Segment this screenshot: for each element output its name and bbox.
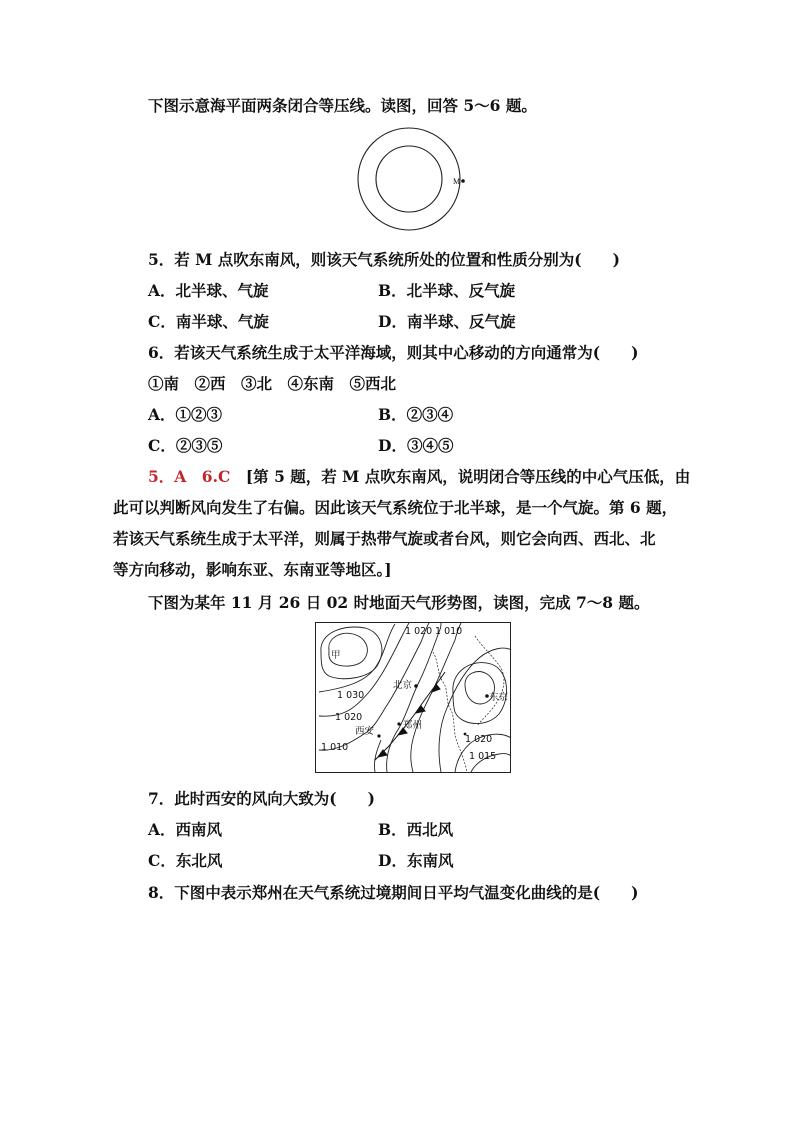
dot-beijing: [414, 684, 418, 688]
label-xian: 西安: [355, 726, 375, 737]
q5-option-b: B．北半球、反气旋: [378, 281, 516, 300]
outer-isobar: [358, 128, 460, 230]
point-m: [461, 179, 465, 183]
q7-option-d: D．东南风: [378, 851, 454, 870]
label-1020-top: 1 020: [405, 626, 433, 637]
q5-option-a: A．北半球、气旋: [148, 281, 269, 300]
label-jia: 甲: [331, 650, 341, 661]
q8-stem: 8．下图中表示郑州在天气系统过境期间日平均气温变化曲线的是( ): [148, 883, 639, 902]
q6-option-b: B．②③④: [378, 405, 454, 424]
label-beijing: 北京: [393, 680, 413, 691]
answer-56-line-1: [148, 467, 690, 487]
label-1015: 1 015: [469, 751, 497, 762]
label-1020-east: 1 020: [465, 734, 493, 745]
q7-stem: 7．此时西安的风向大致为( ): [148, 789, 375, 808]
q5-option-c: C．南半球、气旋: [148, 312, 269, 331]
answer-56-text-1: [第 5 题，若 M 点吹东南风，说明闭合等压线的中心气压低，由: [230, 467, 691, 486]
dot-xian: [377, 734, 380, 737]
label-1020-west: 1 020: [335, 712, 363, 723]
intro-text-1: 下图示意海平面两条闭合等压线。读图，回答 5～6 题。: [148, 96, 537, 115]
inner-isobar: [376, 146, 442, 212]
label-1030: 1 030: [337, 690, 365, 701]
q7-option-c: C．东北风: [148, 851, 223, 870]
weather-map: [315, 622, 512, 774]
q6-option-a: A．①②③: [148, 405, 223, 424]
intro-text-2: 下图为某年 11 月 26 日 02 时地面天气形势图，读图，完成 7～8 题。: [148, 593, 650, 612]
label-zhengzhou: 郑州: [403, 720, 423, 731]
answer-56-line-2: 此可以判断风向发生了右偏。因此该天气系统位于北半球，是一个气旋。第 6 题，: [113, 498, 678, 517]
label-dongjing: 东京: [489, 692, 509, 703]
isobar-figure: [355, 127, 473, 231]
answer-56-line-4: 等方向移动，影响东亚、东南亚等地区。]: [113, 560, 392, 579]
dot-zhengzhou: [397, 722, 400, 725]
q6-option-d: D．③④⑤: [378, 436, 454, 455]
q7-option-a: A．西南风: [148, 820, 223, 839]
label-m: M: [453, 177, 461, 186]
q7-option-b: B．西北风: [378, 820, 454, 839]
q5-option-d: D．南半球、反气旋: [378, 312, 516, 331]
label-1010-west: 1 010: [321, 742, 349, 753]
q6-choices: ①南 ②西 ③北 ④东南 ⑤西北: [148, 374, 397, 393]
answer-56-line-3: 若该天气系统生成于太平洋，则属于热带气旋或者台风，则它会向西、西北、北: [113, 529, 656, 548]
q5-stem: 5．若 M 点吹东南风，则该天气系统所处的位置和性质分别为( ): [148, 250, 620, 269]
q6-option-c: C．②③⑤: [148, 436, 223, 455]
label-1010-top: 1 010: [435, 626, 463, 637]
answer-56-key: 5．A 6.C: [148, 467, 231, 486]
q6-stem: 6．若该天气系统生成于太平洋海域，则其中心移动的方向通常为( ): [148, 343, 639, 362]
